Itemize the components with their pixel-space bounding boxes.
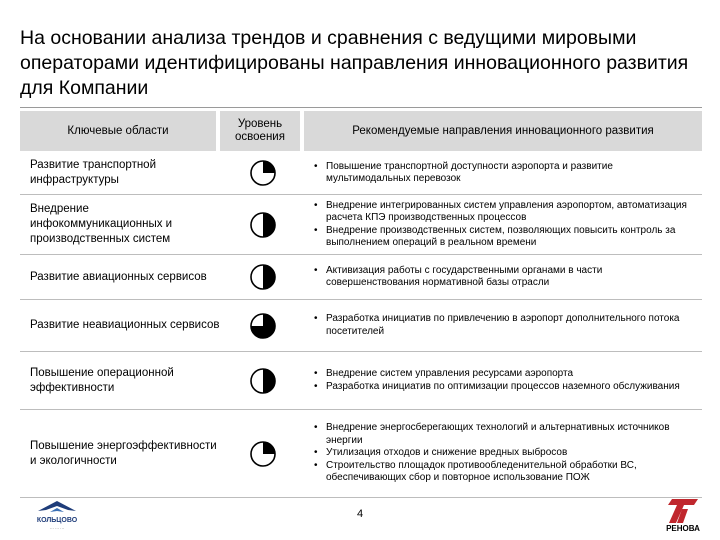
recommendation-item: • Утилизация отходов и снижение вредных выбросов: [314, 447, 698, 460]
recommendations-cell: [314, 410, 698, 497]
mastery-level-cell: [248, 300, 278, 351]
harvey-ball-fill: [263, 442, 275, 454]
table-row: [20, 300, 702, 352]
title-divider: [20, 107, 702, 108]
renova-mark-icon: [658, 497, 708, 525]
header-recommendations: Рекомендуемые направления инновационного развития: [304, 111, 702, 151]
harvey-ball-icon: [249, 159, 277, 187]
harvey-ball-fill: [263, 213, 275, 237]
key-area-label: Внедрение инфокоммуникационных и производственных систем: [30, 203, 173, 245]
mastery-level-cell: [248, 195, 278, 254]
key-area-label: Развитие авиационных сервисов: [30, 270, 207, 283]
table-row: [20, 410, 702, 498]
key-area-label: Повышение операционной эффективности: [30, 366, 174, 394]
harvey-ball-icon: [249, 211, 277, 239]
recommendation-item: • Внедрение производственных систем, позволяющих повысить контроль за выполнением операций в реальном времени: [314, 225, 698, 250]
recommendations-cell: [314, 255, 698, 299]
key-area-label: Развитие транспортной инфраструктуры: [30, 159, 157, 186]
recommendation-item: • Активизация работы с государственными органами в части совершенствования нормативной базы отрасли: [314, 265, 698, 290]
harvey-ball-icon: [249, 367, 277, 395]
recommendations-cell: [314, 152, 698, 194]
mastery-level-cell: [248, 152, 278, 194]
harvey-ball-icon: [249, 312, 277, 340]
recommendation-item: • Внедрение интегрированных систем управления аэропортом, автоматизация расчета КПЭ производственных процессов: [314, 200, 698, 225]
harvey-ball-fill: [263, 369, 275, 393]
harvey-ball-icon: [249, 263, 277, 291]
harvey-ball-fill: [263, 161, 275, 173]
koltsovo-logo-subtext: ··· ··· ···: [49, 526, 65, 531]
page-title: На основании анализа трендов и сравнения с ведущими мировыми операторами идентифицированы направления инновационного развития для Компании: [20, 27, 689, 99]
table-row: [20, 152, 702, 195]
header-key-areas: Ключевые области: [20, 111, 216, 151]
recommendation-item: • Повышение транспортной доступности аэропорта и развитие мультимодальных перевозок: [314, 161, 698, 186]
header-mastery-level: Уровень освоения: [220, 111, 300, 151]
recommendation-item: • Строительство площадок противообледенительной обработки ВС, обеспечивающих сбор и повторное использование ПОЖ: [314, 460, 698, 485]
recommendations-cell: [314, 195, 698, 254]
page-number: 4: [356, 508, 364, 520]
airplane-icon: [32, 497, 82, 519]
key-area-label: Повышение энергоэффективности и экологичности: [30, 439, 217, 467]
renova-logo-text: РЕНОВА: [666, 524, 700, 533]
recommendations-cell: [314, 300, 698, 351]
mastery-level-cell: [248, 410, 278, 497]
recommendation-item: • Внедрение систем управления ресурсами аэропорта: [314, 368, 698, 381]
koltsovo-logo: [32, 497, 82, 537]
recommendation-item: • Внедрение энергосберегающих технологий и альтернативных источников энергии: [314, 422, 698, 447]
recommendation-item: • Разработка инициатив по оптимизации процессов наземного обслуживания: [314, 381, 698, 394]
key-area-label: Развитие неавиационных сервисов: [30, 319, 220, 331]
mastery-level-cell: [248, 352, 278, 409]
koltsovo-logo-text: КОЛЬЦОВО: [36, 517, 78, 524]
table-row: [20, 352, 702, 410]
renova-logo: [658, 497, 708, 537]
harvey-ball-fill: [263, 265, 275, 289]
table-row: [20, 255, 702, 300]
recommendation-item: • Разработка инициатив по привлечению в аэропорт дополнительного потока посетителей: [314, 313, 698, 338]
recommendations-cell: [314, 352, 698, 409]
table-row: [20, 195, 702, 255]
mastery-level-cell: [248, 255, 278, 299]
harvey-ball-icon: [249, 440, 277, 468]
